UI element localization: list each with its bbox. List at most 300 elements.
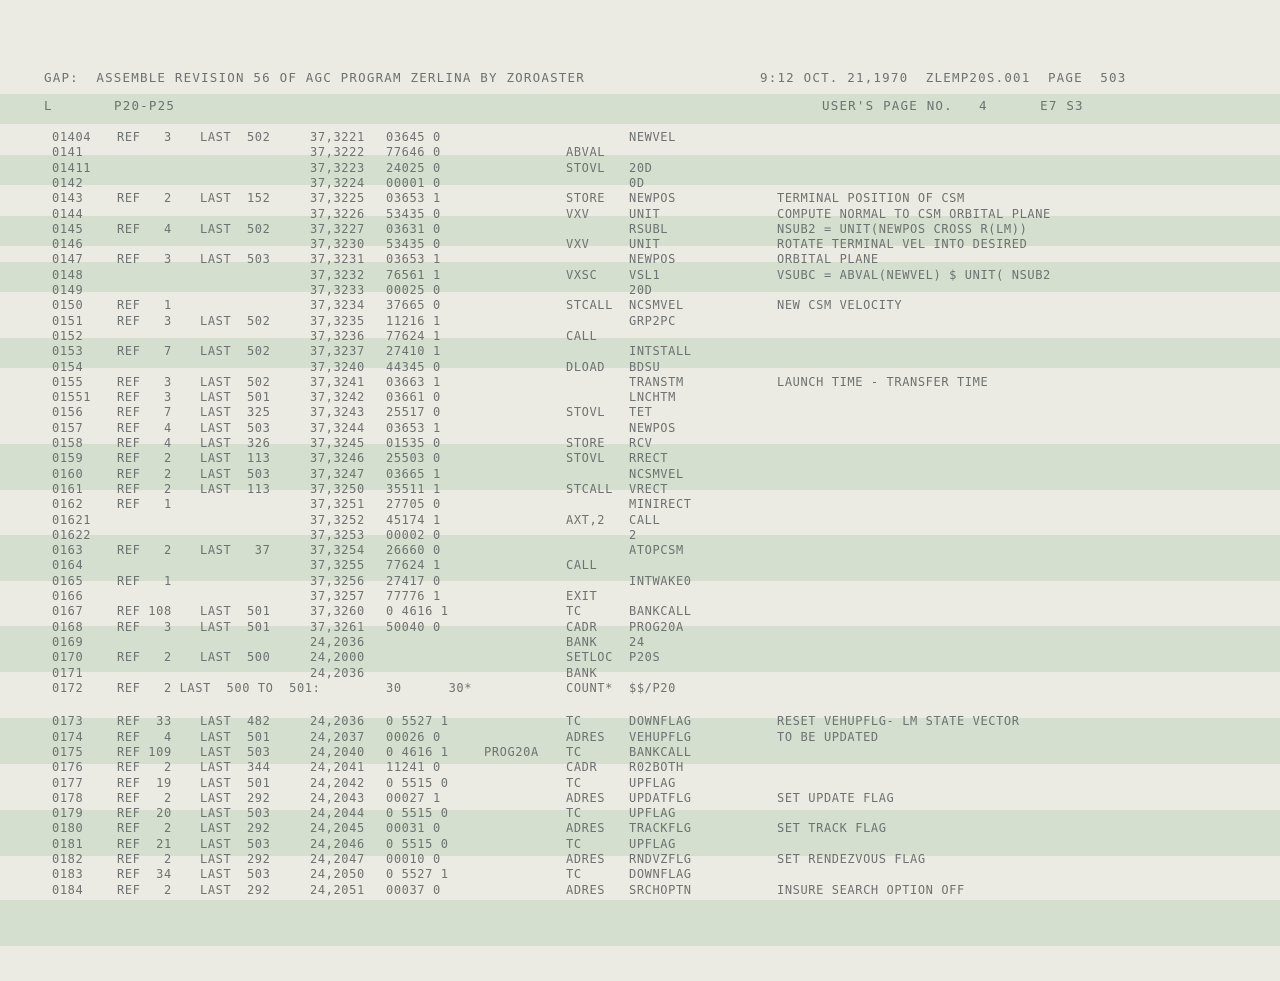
operand: RCV [629, 436, 653, 450]
address: 24,2036 [310, 714, 365, 729]
line-number: 0180 [52, 821, 84, 836]
line-number: 01551 [52, 390, 92, 405]
octal-word: 0 5515 0 [386, 806, 449, 821]
last-ref: LAST 152 [200, 191, 271, 206]
operand: NEWPOS [629, 420, 676, 435]
address: 37,3236 [310, 328, 365, 343]
last-ref: LAST 501 [200, 390, 271, 405]
last-ref: LAST 113 [200, 481, 271, 496]
address: 37,3244 [310, 420, 365, 435]
line-number: 01622 [52, 527, 92, 542]
line-number: 0151 [52, 313, 84, 328]
line-number: 0173 [52, 714, 84, 729]
operand: $$/P20 [629, 680, 676, 695]
last-ref: LAST 502 [200, 130, 271, 144]
line-number: 0166 [52, 589, 84, 603]
line-number: 0168 [52, 619, 84, 634]
header-right: 9:12 OCT. 21,1970 ZLEMP20S.001 PAGE 503 [760, 70, 1127, 85]
address: 37,3230 [310, 237, 365, 252]
octal-word: 0 5515 0 [386, 775, 449, 790]
address: 37,3226 [310, 206, 365, 221]
address: 24,2050 [310, 867, 365, 882]
comment: COMPUTE NORMAL TO CSM ORBITAL PLANE [777, 206, 1051, 221]
line-number: 0167 [52, 604, 84, 619]
comment: ORBITAL PLANE [777, 252, 879, 267]
line-number: 0161 [52, 481, 84, 496]
listing-line [0, 694, 1280, 710]
address: 37,3257 [310, 589, 365, 603]
line-number: 0162 [52, 497, 84, 512]
octal-word: 77624 1 [386, 328, 441, 343]
line-number: 0158 [52, 436, 84, 450]
comment: INSURE SEARCH OPTION OFF [777, 882, 965, 897]
ref-count: REF 19 [117, 775, 172, 790]
address: 24,2051 [310, 882, 365, 897]
octal-word: 00037 0 [386, 882, 441, 897]
opcode: STORE [566, 191, 606, 206]
address: 37,3225 [310, 191, 365, 206]
listing-line [0, 328, 1280, 344]
address: 24,2040 [310, 744, 365, 759]
comment: VSUBC = ABVAL(NEWVEL) $ UNIT( NSUB2 [777, 267, 1051, 282]
listing-line [0, 805, 1280, 821]
line-number: 0147 [52, 252, 84, 267]
octal-word: 35511 1 [386, 481, 441, 496]
address: 37,3251 [310, 497, 365, 512]
line-number: 0182 [52, 852, 84, 866]
line-number: 01621 [52, 512, 92, 527]
last-ref: LAST 502 [200, 313, 271, 328]
line-number: 0171 [52, 665, 84, 680]
listing-line [0, 851, 1280, 867]
line-number: 0183 [52, 867, 84, 882]
operand: TET [629, 405, 653, 420]
listing-line [0, 527, 1280, 543]
octal-word: 27705 0 [386, 497, 441, 512]
listing-line [0, 866, 1280, 882]
last-ref: LAST 503 [200, 252, 271, 267]
subheader-right: USER'S PAGE NO. 4 E7 S3 [822, 98, 1084, 113]
opcode: VXSC [566, 267, 598, 282]
last-ref: LAST 501 [200, 619, 271, 634]
octal-word: 00027 1 [386, 790, 441, 805]
line-number: 0145 [52, 221, 84, 236]
ref-count: REF 1 [117, 573, 172, 588]
octal-word: 01535 0 [386, 436, 441, 450]
opcode: TC [566, 604, 582, 619]
ref-count: REF 2 [117, 821, 172, 836]
address: 37,3235 [310, 313, 365, 328]
opcode: TC [566, 714, 582, 729]
opcode: STORE [566, 436, 606, 450]
address: 24,2047 [310, 852, 365, 866]
listing-line [0, 542, 1280, 558]
ref-count: REF 4 [117, 729, 172, 744]
operand: UPFLAG [629, 806, 676, 821]
comment: RESET VEHUPFLG- LM STATE VECTOR [777, 714, 1020, 729]
address: 37,3240 [310, 359, 365, 374]
address: 24,2044 [310, 806, 365, 821]
operand: VEHUPFLG [629, 729, 692, 744]
opcode: STOVL [566, 160, 606, 175]
address: 37,3261 [310, 619, 365, 634]
listing-line [0, 744, 1280, 760]
ref-count: REF 1 [117, 298, 172, 313]
ref-count: REF 4 [117, 420, 172, 435]
last-ref: LAST 292 [200, 790, 271, 805]
opcode: ADRES [566, 790, 606, 805]
ref-count: REF 7 [117, 344, 172, 359]
last-ref: LAST 503 [200, 744, 271, 759]
opcode: BANK [566, 634, 598, 649]
listing-line [0, 496, 1280, 512]
last-ref: LAST 501 [200, 775, 271, 790]
listing-line [0, 282, 1280, 298]
line-number: 0170 [52, 650, 84, 665]
opcode: ADRES [566, 729, 606, 744]
last-ref: LAST 503 [200, 867, 271, 882]
octal-word: 30 30* [386, 680, 473, 695]
address: 37,3255 [310, 558, 365, 573]
opcode: TC [566, 836, 582, 851]
line-number: 0141 [52, 145, 84, 160]
listing-subheader [0, 98, 1280, 114]
last-ref: LAST 502 [200, 221, 271, 236]
last-ref: LAST 113 [200, 451, 271, 466]
stripe [0, 900, 1280, 946]
opcode: ADRES [566, 882, 606, 897]
listing-line [0, 790, 1280, 806]
octal-word: 50040 0 [386, 619, 441, 634]
line-number: 0181 [52, 836, 84, 851]
address: 24,2046 [310, 836, 365, 851]
line-number: 0143 [52, 191, 84, 206]
octal-word: 77646 0 [386, 145, 441, 160]
last-ref: LAST 500 [200, 650, 271, 665]
ref-count: REF 3 [117, 390, 172, 405]
operand: ATOPCSM [629, 543, 684, 558]
listing-line [0, 820, 1280, 836]
line-number: 0156 [52, 405, 84, 420]
line-number: 0172 [52, 680, 84, 695]
operand: UNIT [629, 237, 661, 252]
listing-line [0, 160, 1280, 176]
line-number: 0169 [52, 634, 84, 649]
listing-line [0, 512, 1280, 528]
operand: BANKCALL [629, 604, 692, 619]
octal-word: 45174 1 [386, 512, 441, 527]
octal-word: 03631 0 [386, 221, 441, 236]
ref-count: REF 3 [117, 313, 172, 328]
listing-line [0, 267, 1280, 283]
address: 37,3260 [310, 604, 365, 619]
line-number: 0163 [52, 543, 84, 558]
address: 37,3253 [310, 527, 365, 542]
last-ref: LAST 292 [200, 882, 271, 897]
comment: NSUB2 = UNIT(NEWPOS CROSS R(LM)) [777, 221, 1028, 236]
ref-count: REF 2 [117, 451, 172, 466]
operand: BDSU [629, 359, 661, 374]
octal-word: 03665 1 [386, 466, 441, 481]
line-number: 0150 [52, 298, 84, 313]
listing-line [0, 175, 1280, 191]
operand: NEWVEL [629, 130, 676, 144]
line-number: 0160 [52, 466, 84, 481]
listing-line [0, 634, 1280, 650]
octal-word: 24025 0 [386, 160, 441, 175]
line-number: 0144 [52, 206, 84, 221]
ref-count: REF 108 [117, 604, 172, 619]
listing-line [0, 588, 1280, 604]
octal-word: 00031 0 [386, 821, 441, 836]
ref-count: REF 2 [117, 481, 172, 496]
octal-word: 37665 0 [386, 298, 441, 313]
octal-word: 0 5527 1 [386, 714, 449, 729]
octal-word: 03653 1 [386, 252, 441, 267]
operand: CALL [629, 512, 661, 527]
operand: P20S [629, 650, 661, 665]
operand: UNIT [629, 206, 661, 221]
operand: NCSMVEL [629, 298, 684, 313]
opcode: STOVL [566, 451, 606, 466]
ref-count: REF 2 [117, 191, 172, 206]
operand: 20D [629, 283, 653, 297]
octal-word: 0 5527 1 [386, 867, 449, 882]
octal-word: 77776 1 [386, 589, 441, 603]
operand: 24 [629, 634, 645, 649]
address: 37,3252 [310, 512, 365, 527]
listing-line [0, 206, 1280, 222]
octal-word: 53435 0 [386, 206, 441, 221]
line-number: 0155 [52, 374, 84, 389]
octal-word: 11241 0 [386, 760, 441, 775]
opcode: BANK [566, 665, 598, 680]
operand: LNCHTM [629, 390, 676, 405]
operand: RRECT [629, 451, 669, 466]
listing-line [0, 404, 1280, 420]
address: 24,2000 [310, 650, 365, 665]
comment: SET UPDATE FLAG [777, 790, 895, 805]
listing-line [0, 129, 1280, 145]
line-number: 0175 [52, 744, 84, 759]
address: 37,3241 [310, 374, 365, 389]
ref-count: REF 7 [117, 405, 172, 420]
address: 24,2042 [310, 775, 365, 790]
listing-line [0, 729, 1280, 745]
operand: RNDVZFLG [629, 852, 692, 866]
operand: GRP2PC [629, 313, 676, 328]
listing-line [0, 374, 1280, 390]
listing-line [0, 759, 1280, 775]
opcode: STCALL [566, 298, 613, 313]
line-number: 0153 [52, 344, 84, 359]
address: 37,3231 [310, 252, 365, 267]
listing-line [0, 420, 1280, 436]
operand: SRCHOPTN [629, 882, 692, 897]
last-ref: LAST 503 [200, 806, 271, 821]
ref-count: REF 3 [117, 619, 172, 634]
line-number: 0142 [52, 175, 84, 190]
octal-word: 0 4616 1 [386, 744, 449, 759]
octal-word: 00002 0 [386, 527, 441, 542]
octal-word: 03653 1 [386, 191, 441, 206]
comment: LAUNCH TIME - TRANSFER TIME [777, 374, 989, 389]
address: 37,3234 [310, 298, 365, 313]
opcode: EXIT [566, 589, 598, 603]
comment: SET RENDEZVOUS FLAG [777, 852, 926, 866]
listing-line [0, 836, 1280, 852]
operand: TRACKFLG [629, 821, 692, 836]
line-number: 0164 [52, 558, 84, 573]
listing-line [0, 190, 1280, 206]
line-number: 0154 [52, 359, 84, 374]
operand: INTSTALL [629, 344, 692, 359]
listing-line [0, 603, 1280, 619]
ref-count: REF 2 [117, 543, 172, 558]
last-ref: LAST 326 [200, 436, 271, 450]
listing-line [0, 557, 1280, 573]
address: 37,3237 [310, 344, 365, 359]
address: 24,2036 [310, 634, 365, 649]
opcode: CADR [566, 619, 598, 634]
ref-count: REF 21 [117, 836, 172, 851]
ref-count: REF 4 [117, 221, 172, 236]
last-ref: LAST 503 [200, 466, 271, 481]
octal-word: 53435 0 [386, 237, 441, 252]
octal-word: 03661 0 [386, 390, 441, 405]
listing-line [0, 649, 1280, 665]
listing-line [0, 481, 1280, 497]
address: 24,2037 [310, 729, 365, 744]
operand: DOWNFLAG [629, 714, 692, 729]
listing-line [0, 313, 1280, 329]
operand: 20D [629, 160, 653, 175]
operand: UPFLAG [629, 836, 676, 851]
listing-line [0, 144, 1280, 160]
octal-word: 25517 0 [386, 405, 441, 420]
ref-count: REF 2 [117, 760, 172, 775]
ref-count: REF 2 LAST 500 TO 501: [117, 680, 321, 695]
label: PROG20A [484, 744, 539, 759]
opcode: TC [566, 775, 582, 790]
opcode: ABVAL [566, 145, 606, 160]
line-number: 0152 [52, 328, 84, 343]
operand: UPDATFLG [629, 790, 692, 805]
opcode: AXT,2 [566, 512, 606, 527]
line-number: 0148 [52, 267, 84, 282]
operand: VRECT [629, 481, 669, 496]
opcode: COUNT* [566, 680, 613, 695]
ref-count: REF 2 [117, 466, 172, 481]
line-number: 0179 [52, 806, 84, 821]
operand: BANKCALL [629, 744, 692, 759]
address: 37,3227 [310, 221, 365, 236]
opcode: CALL [566, 328, 598, 343]
octal-word: 27410 1 [386, 344, 441, 359]
octal-word: 27417 0 [386, 573, 441, 588]
line-number: 0176 [52, 760, 84, 775]
ref-count: REF 3 [117, 252, 172, 267]
operand: NEWPOS [629, 252, 676, 267]
ref-count: REF 33 [117, 714, 172, 729]
last-ref: LAST 503 [200, 836, 271, 851]
address: 37,3224 [310, 175, 365, 190]
listing-line [0, 775, 1280, 791]
last-ref: LAST 325 [200, 405, 271, 420]
last-ref: LAST 502 [200, 344, 271, 359]
address: 37,3233 [310, 283, 365, 297]
address: 37,3254 [310, 543, 365, 558]
opcode: DLOAD [566, 359, 606, 374]
line-number: 01404 [52, 130, 92, 144]
last-ref: LAST 501 [200, 604, 271, 619]
last-ref: LAST 482 [200, 714, 271, 729]
operand: VSL1 [629, 267, 661, 282]
operand: DOWNFLAG [629, 867, 692, 882]
ref-count: REF 3 [117, 374, 172, 389]
line-number: 0184 [52, 882, 84, 897]
ref-count: REF 3 [117, 130, 172, 144]
line-number: 0146 [52, 237, 84, 252]
address: 37,3246 [310, 451, 365, 466]
address: 37,3223 [310, 160, 365, 175]
address: 24,2045 [310, 821, 365, 836]
opcode: TC [566, 867, 582, 882]
last-ref: LAST 37 [200, 543, 271, 558]
last-ref: LAST 292 [200, 852, 271, 866]
line-number: 0177 [52, 775, 84, 790]
address: 24,2036 [310, 665, 365, 680]
ref-count: REF 2 [117, 852, 172, 866]
octal-word: 00026 0 [386, 729, 441, 744]
last-ref: LAST 292 [200, 821, 271, 836]
opcode: ADRES [566, 852, 606, 866]
address: 37,3245 [310, 436, 365, 450]
operand: MINIRECT [629, 497, 692, 512]
opcode: CADR [566, 760, 598, 775]
ref-count: REF 109 [117, 744, 172, 759]
octal-word: 03653 1 [386, 420, 441, 435]
comment: NEW CSM VELOCITY [777, 298, 903, 313]
last-ref: LAST 344 [200, 760, 271, 775]
listing-line [0, 882, 1280, 898]
ref-count: REF 34 [117, 867, 172, 882]
address: 37,3250 [310, 481, 365, 496]
subheader-left2: P20-P25 [114, 98, 176, 113]
opcode: VXV [566, 237, 590, 252]
operand: 0D [629, 175, 645, 190]
listing-line [0, 389, 1280, 405]
listing-header [0, 70, 1280, 86]
line-number: 0178 [52, 790, 84, 805]
address: 37,3243 [310, 405, 365, 420]
ref-count: REF 2 [117, 882, 172, 897]
opcode: STCALL [566, 481, 613, 496]
octal-word: 11216 1 [386, 313, 441, 328]
operand: R02BOTH [629, 760, 684, 775]
listing-line [0, 297, 1280, 313]
address: 37,3242 [310, 390, 365, 405]
octal-word: 76561 1 [386, 267, 441, 282]
octal-word: 03645 0 [386, 130, 441, 144]
address: 37,3222 [310, 145, 365, 160]
ref-count: REF 1 [117, 497, 172, 512]
opcode: TC [566, 744, 582, 759]
listing-line [0, 665, 1280, 681]
operand: 2 [629, 527, 637, 542]
listing-line [0, 221, 1280, 237]
operand: TRANSTM [629, 374, 684, 389]
